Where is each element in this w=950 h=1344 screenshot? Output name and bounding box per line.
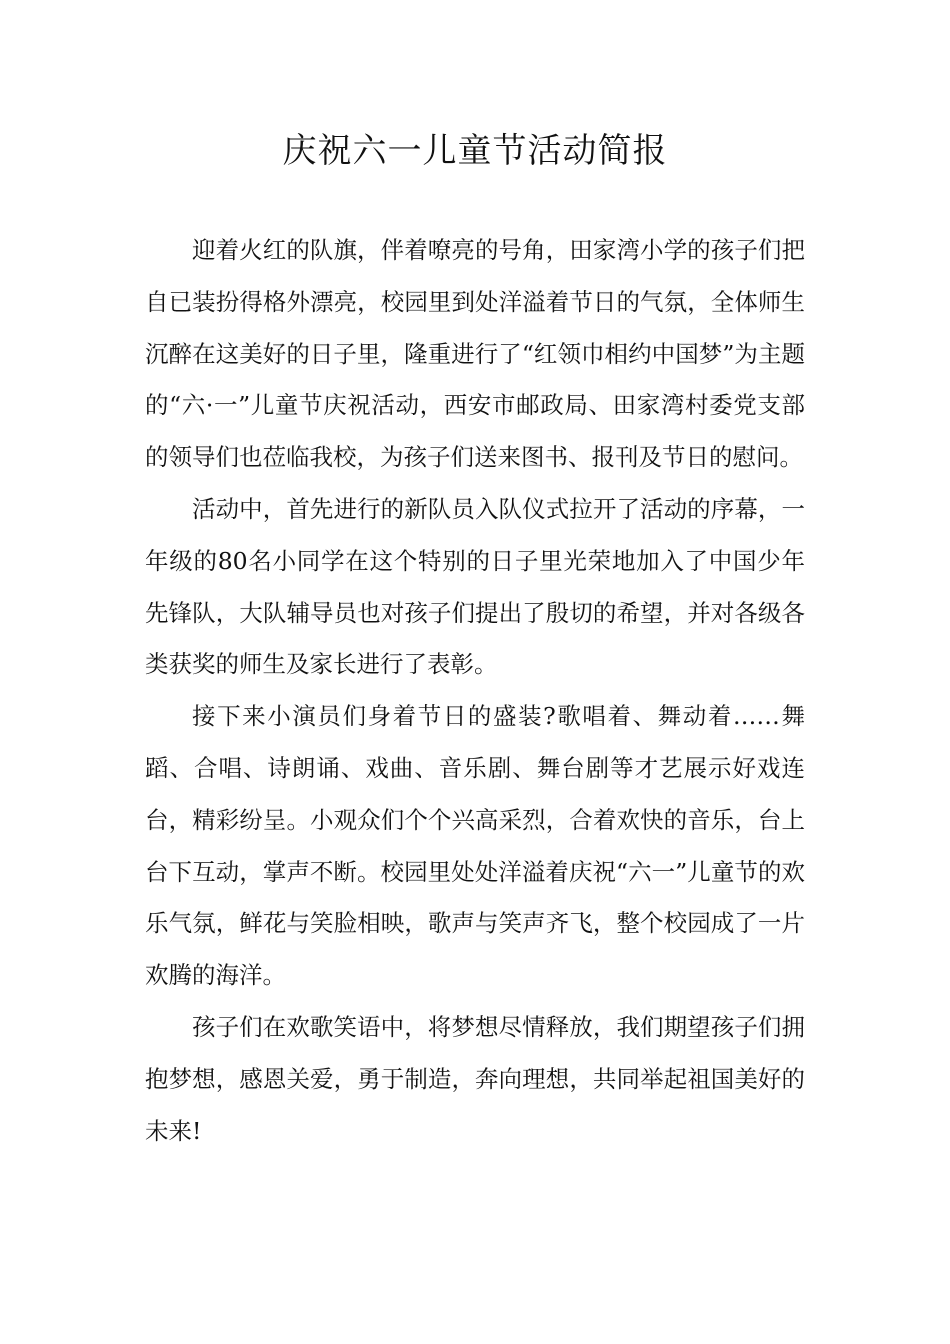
paragraph-2: 活动中，首先进行的新队员入队仪式拉开了活动的序幕，一年级的80名小同学在这个特别的日子里光荣地加入了中国少年先锋队，大队辅导员也对孩子们提出了殷切的希望，并对各级各类获奖的师生及家长进行了表彰。 (145, 494, 805, 679)
document-title: 庆祝六一儿童节活动简报 (282, 131, 668, 171)
document-body (145, 225, 805, 1157)
paragraph-3: 接下来小演员们身着节日的盛装?歌唱着、舞动着……舞蹈、合唱、诗朗诵、戏曲、音乐剧、舞台剧等才艺展示好戏连台，精彩纷呈。小观众们个个兴高采烈，合着欢快的音乐，台上台下互动，掌声不断。校园里处处洋溢着庆祝“六一”儿童节的欢乐气氛，鲜花与笑脸相映，歌声与笑声齐飞，整个校园成了一片欢腾的海洋。 (145, 702, 805, 990)
paragraph-4: 孩子们在欢歌笑语中，将梦想尽情释放，我们期望孩子们拥抱梦想，感恩关爱，勇于制造，奔向理想，共同举起祖国美好的未来! (145, 1012, 805, 1145)
paragraph-1: 迎着火红的队旗，伴着嘹亮的号角，田家湾小学的孩子们把自已装扮得格外漂亮，校园里到处洋溢着节日的气氛，全体师生沉醉在这美好的日子里，隆重进行了“红领巾相约中国梦”为主题的“六·一”儿童节庆祝活动，西安市邮政局、田家湾村委党支部的领导们也莅临我校，为孩子们送来图书、报刊及节日的慰问。 (145, 236, 805, 472)
